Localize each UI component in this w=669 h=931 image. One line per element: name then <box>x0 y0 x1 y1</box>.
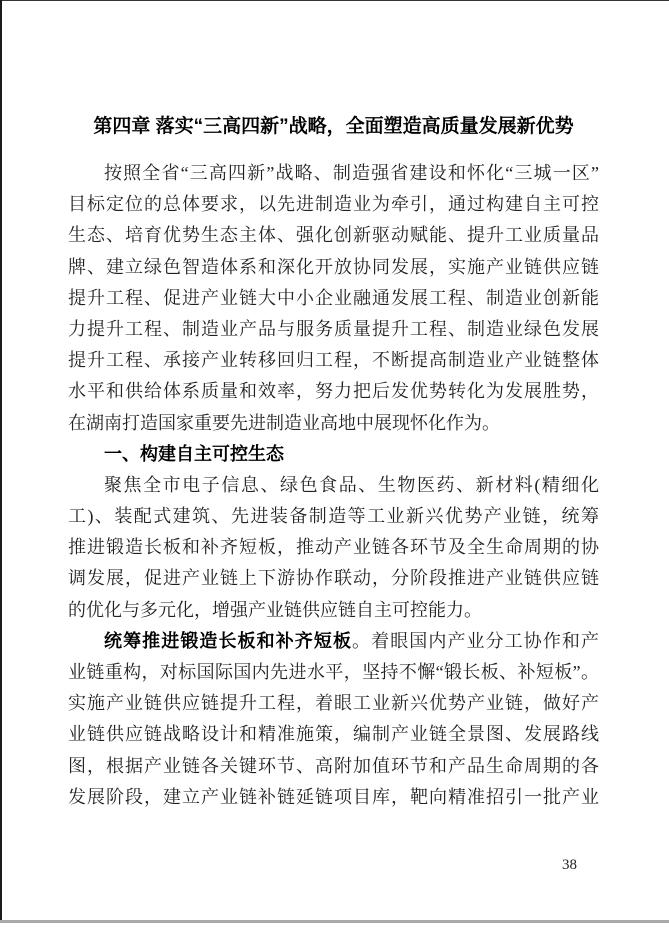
text-line: 水平和供给体系质量和效率，努力把后发优势转化为发展胜势， <box>68 381 599 402</box>
text-line: 发展阶段，建立产业链补链延链项目库，靶向精准招引一批产业 <box>68 786 599 807</box>
chapter-title: 第四章 落实“三高四新”战略，全面塑造高质量发展新优势 <box>93 116 574 137</box>
text-line: 提升工程、促进产业链大中小企业融通发展工程、制造业创新能 <box>68 287 599 308</box>
text-line: 实施产业链供应链提升工程，着眼工业新兴优势产业链，做好产 <box>68 693 599 714</box>
page-edge-bottom <box>0 920 669 923</box>
text-line: 统筹推进锻造长板和补齐短板。着眼国内产业分工协作和产 <box>104 630 599 651</box>
text-line: 推进锻造长板和补齐短板，推动产业链各环节及全生命周期的协 <box>68 537 599 558</box>
text-line: 工)、装配式建筑、先进装备制造等工业新兴优势产业链，统筹 <box>68 506 599 527</box>
page-edge-left <box>0 0 2 921</box>
text-line: 提升工程、承接产业转移回归工程，不断提高制造业产业链整体 <box>68 350 599 371</box>
bold-lead-text: 统筹推进锻造长板和补齐短板 <box>104 630 353 651</box>
page-number: 38 <box>562 857 577 873</box>
text-line: 业链供应链战略设计和精准施策，编制产业链全景图、发展路线 <box>68 724 599 745</box>
text-line: 生态、培育优势生态主体、强化创新驱动赋能、提升工业质量品 <box>68 225 599 246</box>
page-edge-top <box>0 0 669 1</box>
section-heading: 一、构建自主可控生态 <box>104 443 284 464</box>
text-line: 力提升工程、制造业产品与服务质量提升工程、制造业绿色发展 <box>68 318 599 339</box>
text-line: 聚焦全市电子信息、绿色食品、生物医药、新材料(精细化 <box>104 474 599 495</box>
text-line: 按照全省“三高四新”战略、制造强省建设和怀化“三城一区” <box>104 163 599 183</box>
text-line: 目标定位的总体要求，以先进制造业为牵引，通过构建自主可控 <box>68 194 599 215</box>
text-line: 牌、建立绿色智造体系和深化开放协同发展，实施产业链供应链 <box>68 256 599 277</box>
text-line: 在湖南打造国家重要先进制造业高地中展现怀化作为。 <box>68 412 500 433</box>
text-line: 的优化与多元化，增强产业链供应链自主可控能力。 <box>68 599 482 620</box>
text-line: 业链重构，对标国际国内先进水平，坚持不懈“锻长板、补短板”。 <box>68 662 599 682</box>
text-line: 调发展，促进产业链上下游协作联动，分阶段推进产业链供应链 <box>68 568 599 589</box>
document-body <box>68 158 599 813</box>
text-line: 图，根据产业链各关键环节、高附加值环节和产品生命周期的各 <box>68 755 599 776</box>
